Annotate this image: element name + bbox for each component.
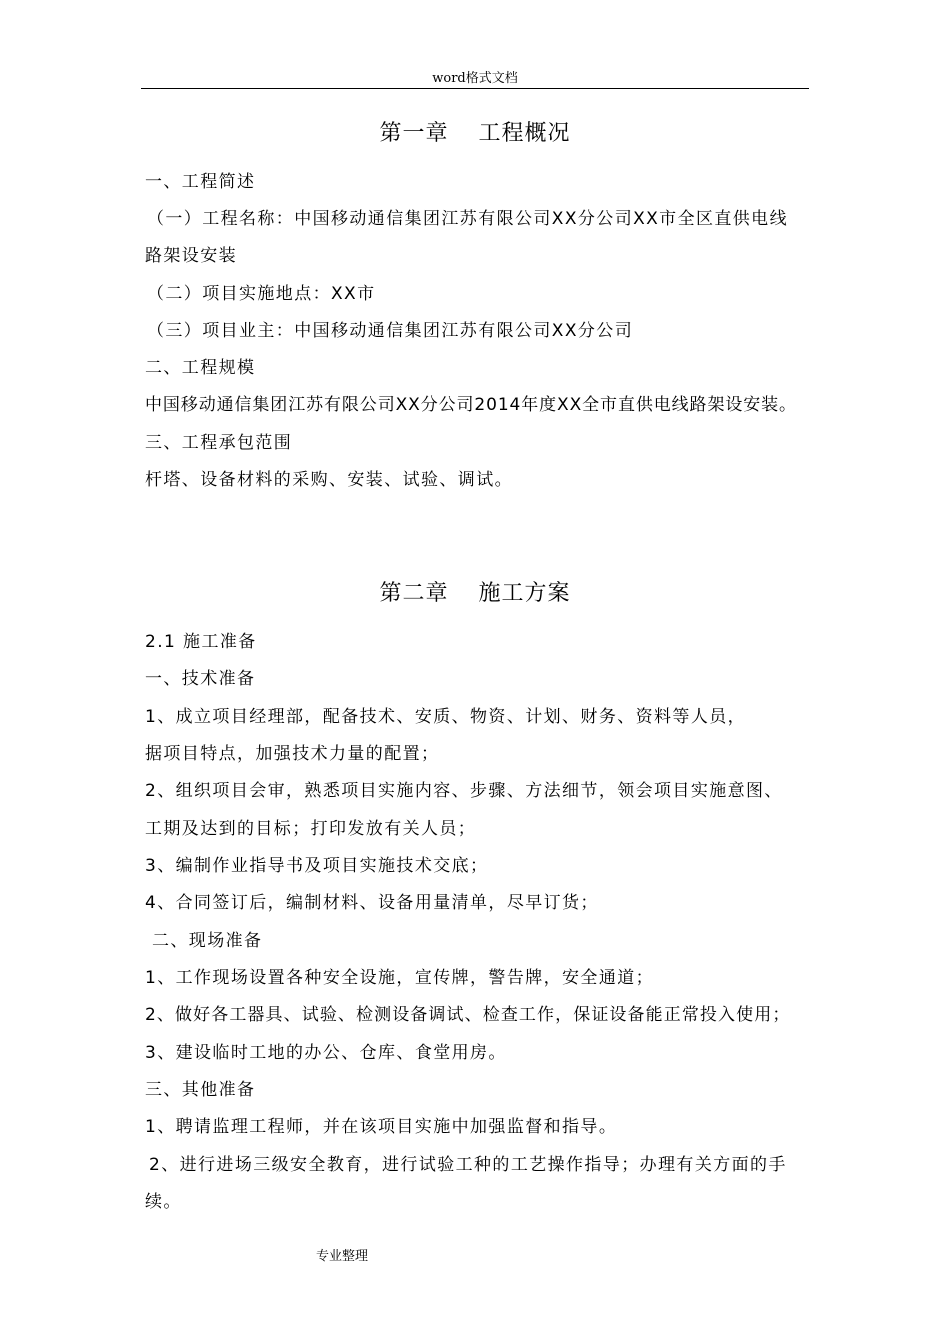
- text-line: 3、编制作业指导书及项目实施技术交底；: [145, 856, 489, 876]
- text-line: 据项目特点，加强技术力量的配置；: [145, 744, 440, 764]
- text-line: 三、工程承包范围: [145, 433, 293, 453]
- text-line: 中国移动通信集团江苏有限公司XX分公司2014年度XX全市直供电线路架设安装。: [145, 395, 797, 415]
- text-line: 2.1 施工准备: [145, 632, 257, 652]
- text-line: （三）项目业主：中国移动通信集团江苏有限公司XX分公司: [147, 321, 634, 341]
- text-line: 1、成立项目经理部，配备技术、安质、物资、计划、财务、资料等人员，: [145, 707, 747, 727]
- text-line: 二、工程规模: [145, 358, 256, 378]
- page-header: word格式文档: [432, 71, 518, 86]
- text-line: 3、建设临时工地的办公、仓库、食堂用房。: [145, 1043, 507, 1063]
- page-footer: 专业整理: [316, 1249, 369, 1264]
- chapter-1-title: [0, 120, 950, 148]
- chapter-2-number: 第二章: [379, 581, 449, 606]
- text-line: （一）工程名称：中国移动通信集团江苏有限公司XX分公司XX市全区直供电线: [147, 209, 788, 229]
- header-divider: [141, 88, 809, 89]
- text-line: 2、进行进场三级安全教育，进行试验工种的工艺操作指导；办理有关方面的手: [149, 1155, 787, 1175]
- chapter-1-heading: 工程概况: [478, 121, 571, 146]
- text-line: 1、聘请监理工程师，并在该项目实施中加强监督和指导。: [145, 1117, 618, 1137]
- text-line: （二）项目实施地点：XX市: [147, 284, 376, 304]
- text-line: 续。: [145, 1192, 182, 1212]
- text-line: 1、工作现场设置各种安全设施，宣传牌，警告牌，安全通道；: [145, 968, 655, 988]
- text-line: 一、技术准备: [145, 669, 256, 689]
- text-line: 工期及达到的目标；打印发放有关人员；: [145, 819, 477, 839]
- chapter-2-heading: 施工方案: [478, 581, 571, 606]
- text-line: 三、其他准备: [145, 1080, 256, 1100]
- text-line: 4、合同签订后，编制材料、设备用量清单，尽早订货；: [145, 893, 599, 913]
- text-line: 杆塔、设备材料的采购、安装、试验、调试。: [145, 470, 513, 490]
- chapter-1-number: 第一章: [379, 121, 449, 146]
- text-line: 2、组织项目会审，熟悉项目实施内容、步骤、方法细节，领会项目实施意图、: [145, 781, 783, 801]
- text-line: 二、现场准备: [152, 931, 263, 951]
- text-line: 2、做好各工器具、试验、检测设备调试、检查工作，保证设备能正常投入使用；: [145, 1005, 791, 1025]
- chapter-2-title: [0, 580, 950, 608]
- text-line: 路架设安装: [145, 246, 237, 266]
- text-line: 一、工程简述: [145, 172, 256, 192]
